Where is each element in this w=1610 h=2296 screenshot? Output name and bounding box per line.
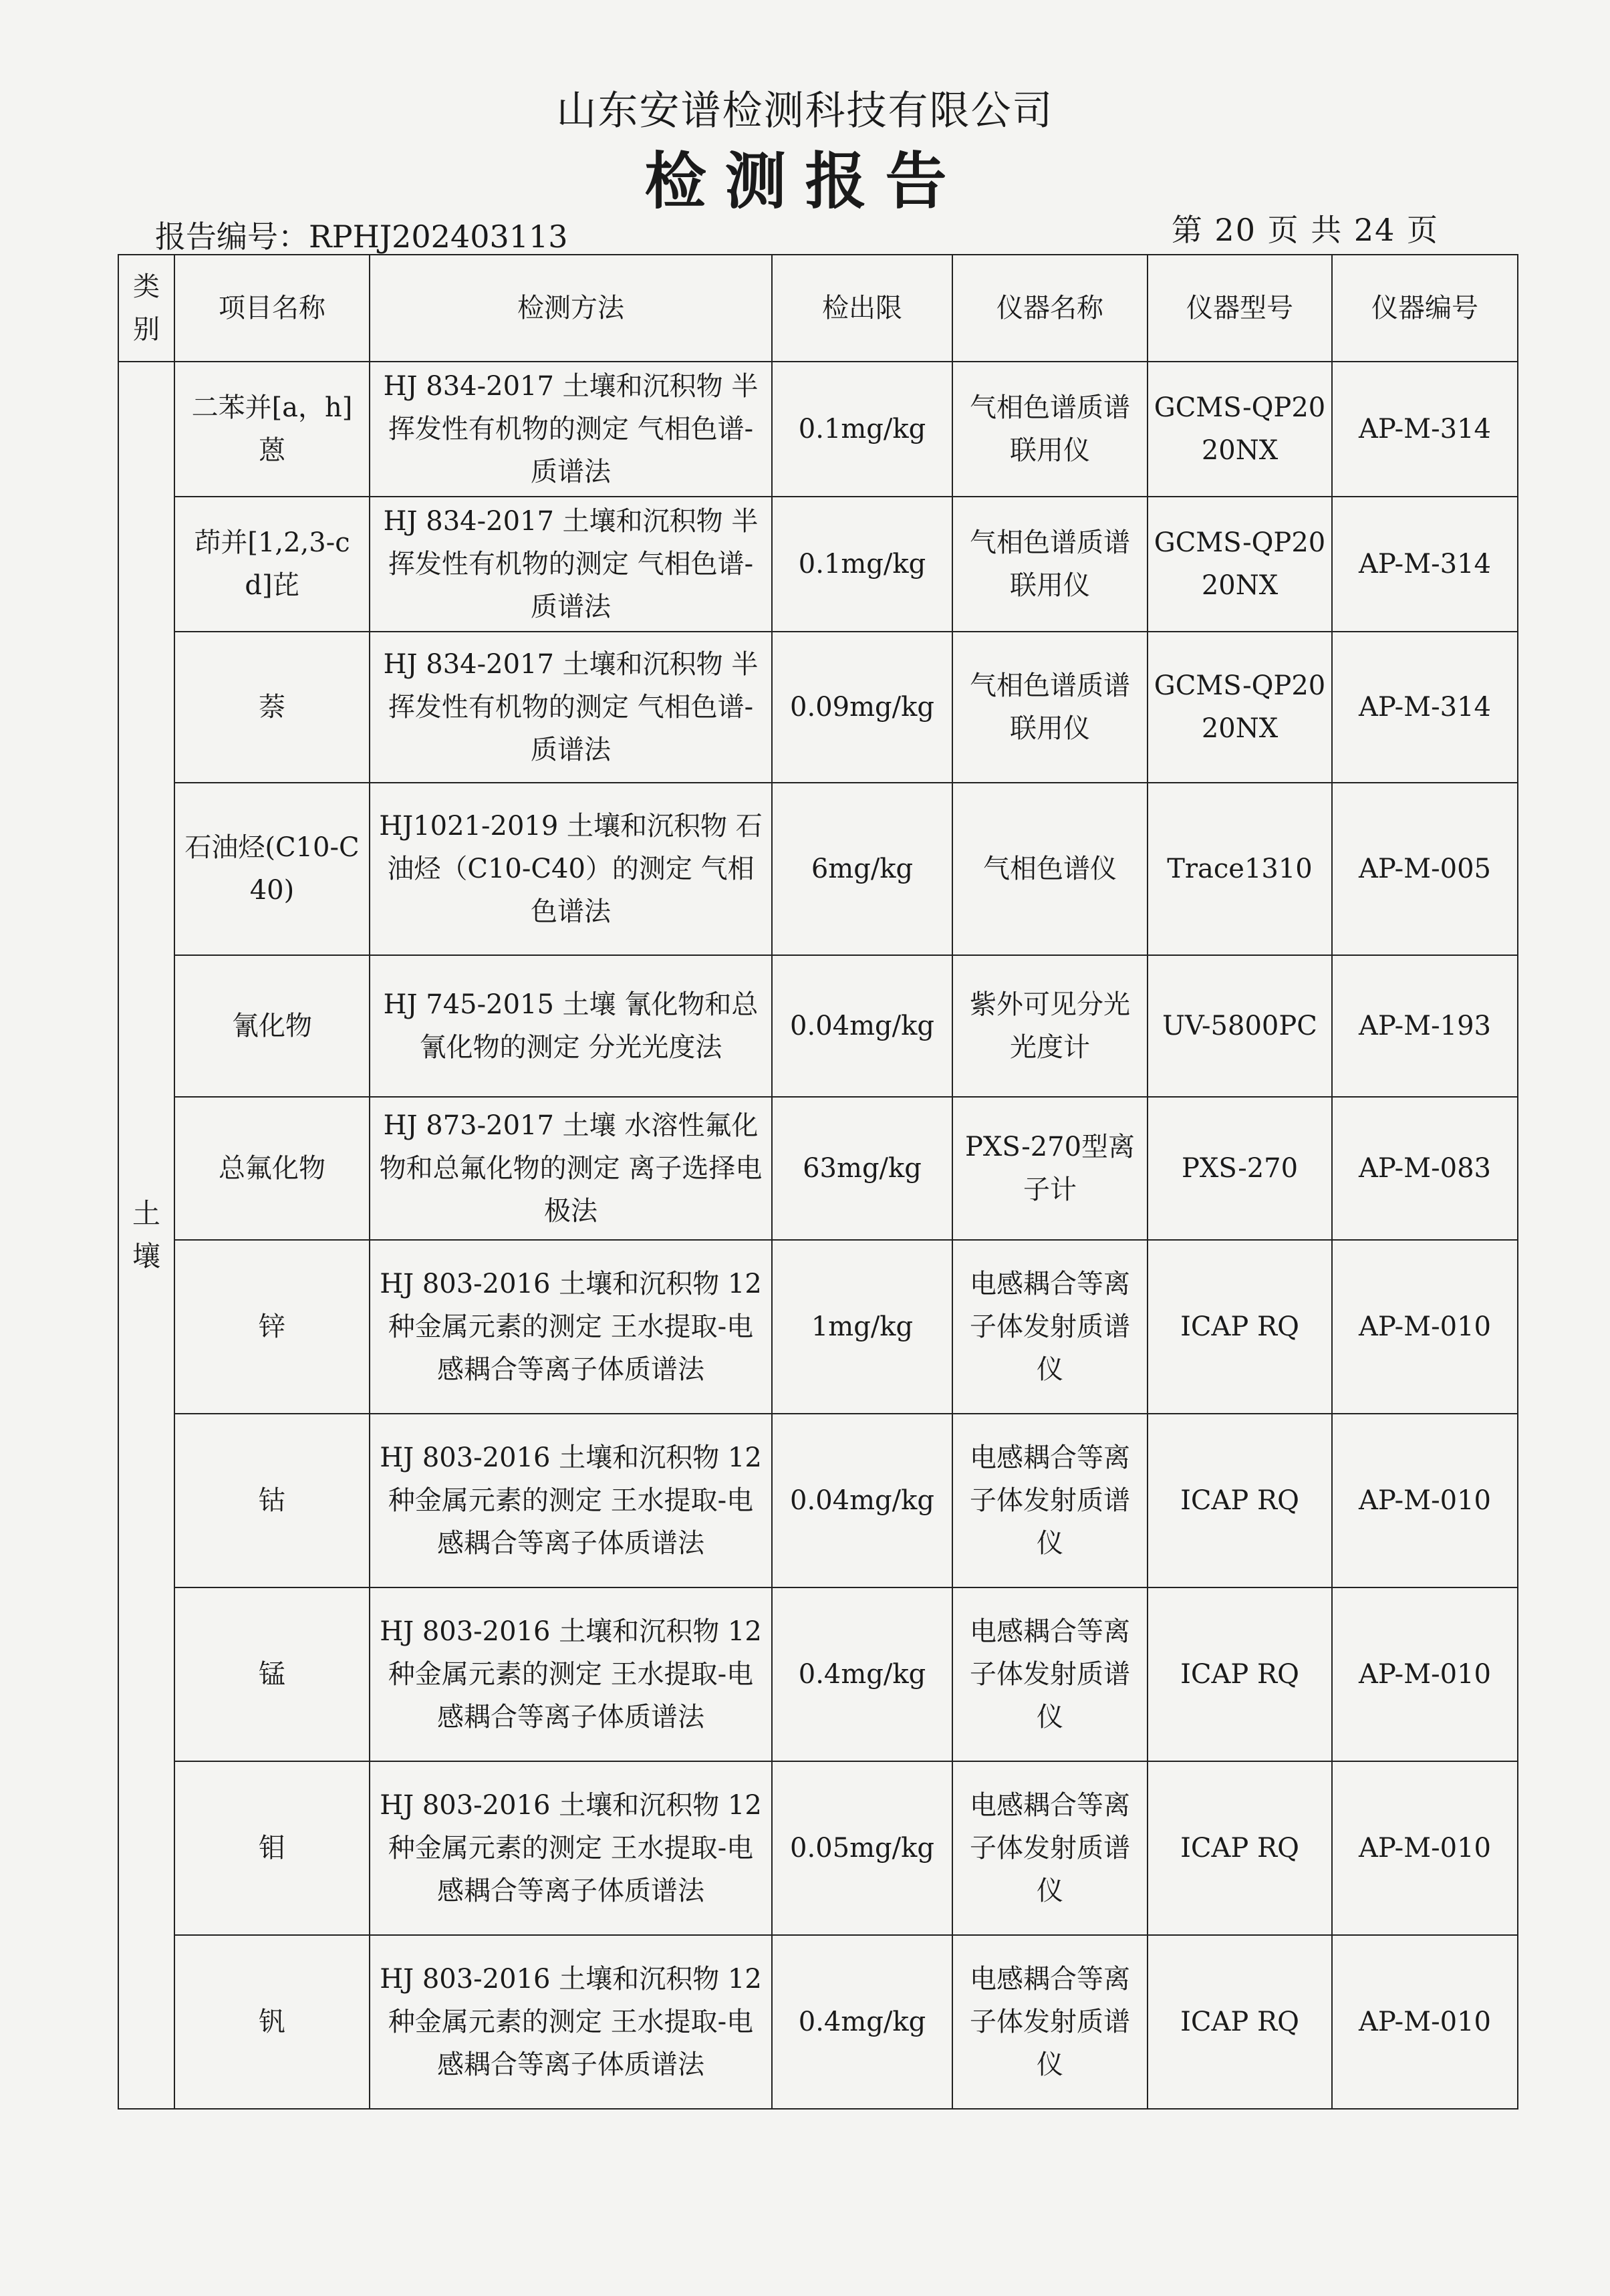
column-header: 仪器编号 bbox=[1332, 255, 1518, 362]
report-number-value: RPHJ202403113 bbox=[309, 219, 568, 255]
model-cell: ICAP RQ bbox=[1148, 1587, 1332, 1761]
code-cell: AP-M-010 bbox=[1332, 1587, 1518, 1761]
detection-method-table bbox=[118, 254, 1518, 2110]
item-cell: 萘 bbox=[174, 632, 370, 783]
limit-cell: 0.4mg/kg bbox=[772, 1935, 952, 2109]
limit-cell: 0.04mg/kg bbox=[772, 1414, 952, 1587]
instrument-cell: PXS-270型离子计 bbox=[952, 1097, 1148, 1240]
method-cell: HJ 834-2017 土壤和沉积物 半挥发性有机物的测定 气相色谱-质谱法 bbox=[370, 362, 772, 497]
model-cell: ICAP RQ bbox=[1148, 1240, 1332, 1414]
table-row bbox=[118, 362, 1518, 497]
instrument-cell: 气相色谱仪 bbox=[952, 783, 1148, 955]
limit-cell: 63mg/kg bbox=[772, 1097, 952, 1240]
table-row bbox=[118, 1414, 1518, 1587]
model-cell: ICAP RQ bbox=[1148, 1414, 1332, 1587]
limit-cell: 0.09mg/kg bbox=[772, 632, 952, 783]
item-cell: 锰 bbox=[174, 1587, 370, 1761]
limit-cell: 0.1mg/kg bbox=[772, 497, 952, 632]
item-cell: 石油烃(C10-C40) bbox=[174, 783, 370, 955]
instrument-cell: 气相色谱质谱联用仪 bbox=[952, 362, 1148, 497]
code-cell: AP-M-314 bbox=[1332, 497, 1518, 632]
model-cell: GCMS-QP2020NX bbox=[1148, 632, 1332, 783]
instrument-cell: 电感耦合等离子体发射质谱仪 bbox=[952, 1587, 1148, 1761]
code-cell: AP-M-010 bbox=[1332, 1240, 1518, 1414]
instrument-cell: 电感耦合等离子体发射质谱仪 bbox=[952, 1761, 1148, 1935]
table-row bbox=[118, 783, 1518, 955]
table-row bbox=[118, 632, 1518, 783]
method-cell: HJ 834-2017 土壤和沉积物 半挥发性有机物的测定 气相色谱-质谱法 bbox=[370, 632, 772, 783]
method-cell: HJ 745-2015 土壤 氰化物和总氰化物的测定 分光光度法 bbox=[370, 955, 772, 1097]
method-cell: HJ 803-2016 土壤和沉积物 12种金属元素的测定 王水提取-电感耦合等离子体质谱法 bbox=[370, 1414, 772, 1587]
limit-cell: 6mg/kg bbox=[772, 783, 952, 955]
model-cell: GCMS-QP2020NX bbox=[1148, 362, 1332, 497]
item-cell: 钒 bbox=[174, 1935, 370, 2109]
column-header: 仪器名称 bbox=[952, 255, 1148, 362]
item-cell: 总氟化物 bbox=[174, 1097, 370, 1240]
table-row bbox=[118, 1761, 1518, 1935]
method-cell: HJ 803-2016 土壤和沉积物 12种金属元素的测定 王水提取-电感耦合等离子体质谱法 bbox=[370, 1587, 772, 1761]
category-cell: 土壤 bbox=[118, 362, 174, 2109]
method-cell: HJ 803-2016 土壤和沉积物 12种金属元素的测定 王水提取-电感耦合等离子体质谱法 bbox=[370, 1935, 772, 2109]
limit-cell: 0.1mg/kg bbox=[772, 362, 952, 497]
column-header: 检测方法 bbox=[370, 255, 772, 362]
code-cell: AP-M-010 bbox=[1332, 1761, 1518, 1935]
instrument-cell: 电感耦合等离子体发射质谱仪 bbox=[952, 1935, 1148, 2109]
column-header: 仪器型号 bbox=[1148, 255, 1332, 362]
code-cell: AP-M-193 bbox=[1332, 955, 1518, 1097]
column-header: 类别 bbox=[118, 255, 174, 362]
page-info: 第 20 页 共 24 页 bbox=[1171, 212, 1439, 248]
code-cell: AP-M-010 bbox=[1332, 1414, 1518, 1587]
company-name: 山东安谱检测科技有限公司 bbox=[556, 88, 1054, 134]
code-cell: AP-M-083 bbox=[1332, 1097, 1518, 1240]
instrument-cell: 电感耦合等离子体发射质谱仪 bbox=[952, 1414, 1148, 1587]
report-title: 检测报告 bbox=[644, 145, 966, 217]
column-header: 项目名称 bbox=[174, 255, 370, 362]
item-cell: 氰化物 bbox=[174, 955, 370, 1097]
instrument-cell: 紫外可见分光光度计 bbox=[952, 955, 1148, 1097]
limit-cell: 0.04mg/kg bbox=[772, 955, 952, 1097]
code-cell: AP-M-010 bbox=[1332, 1935, 1518, 2109]
item-cell: 茚并[1,2,3-cd]芘 bbox=[174, 497, 370, 632]
item-cell: 钼 bbox=[174, 1761, 370, 1935]
report-number bbox=[155, 213, 568, 257]
report-number-label: 报告编号： bbox=[155, 219, 309, 255]
table-row bbox=[118, 1587, 1518, 1761]
code-cell: AP-M-314 bbox=[1332, 362, 1518, 497]
limit-cell: 1mg/kg bbox=[772, 1240, 952, 1414]
code-cell: AP-M-005 bbox=[1332, 783, 1518, 955]
item-cell: 二苯并[a，h]蒽 bbox=[174, 362, 370, 497]
table-row bbox=[118, 955, 1518, 1097]
item-cell: 锌 bbox=[174, 1240, 370, 1414]
model-cell: ICAP RQ bbox=[1148, 1935, 1332, 2109]
table-header-row bbox=[118, 255, 1518, 362]
item-cell: 钴 bbox=[174, 1414, 370, 1587]
instrument-cell: 电感耦合等离子体发射质谱仪 bbox=[952, 1240, 1148, 1414]
model-cell: ICAP RQ bbox=[1148, 1761, 1332, 1935]
model-cell: GCMS-QP2020NX bbox=[1148, 497, 1332, 632]
table-row bbox=[118, 1240, 1518, 1414]
instrument-cell: 气相色谱质谱联用仪 bbox=[952, 632, 1148, 783]
limit-cell: 0.4mg/kg bbox=[772, 1587, 952, 1761]
code-cell: AP-M-314 bbox=[1332, 632, 1518, 783]
method-cell: HJ 873-2017 土壤 水溶性氟化物和总氟化物的测定 离子选择电极法 bbox=[370, 1097, 772, 1240]
column-header: 检出限 bbox=[772, 255, 952, 362]
method-cell: HJ 803-2016 土壤和沉积物 12种金属元素的测定 王水提取-电感耦合等离子体质谱法 bbox=[370, 1240, 772, 1414]
limit-cell: 0.05mg/kg bbox=[772, 1761, 952, 1935]
method-cell: HJ 803-2016 土壤和沉积物 12种金属元素的测定 王水提取-电感耦合等离子体质谱法 bbox=[370, 1761, 772, 1935]
table-row bbox=[118, 1935, 1518, 2109]
table-row bbox=[118, 1097, 1518, 1240]
model-cell: UV-5800PC bbox=[1148, 955, 1332, 1097]
table-row bbox=[118, 497, 1518, 632]
instrument-cell: 气相色谱质谱联用仪 bbox=[952, 497, 1148, 632]
method-cell: HJ 834-2017 土壤和沉积物 半挥发性有机物的测定 气相色谱-质谱法 bbox=[370, 497, 772, 632]
model-cell: PXS-270 bbox=[1148, 1097, 1332, 1240]
model-cell: Trace1310 bbox=[1148, 783, 1332, 955]
method-cell: HJ1021-2019 土壤和沉积物 石油烃（C10-C40）的测定 气相色谱法 bbox=[370, 783, 772, 955]
